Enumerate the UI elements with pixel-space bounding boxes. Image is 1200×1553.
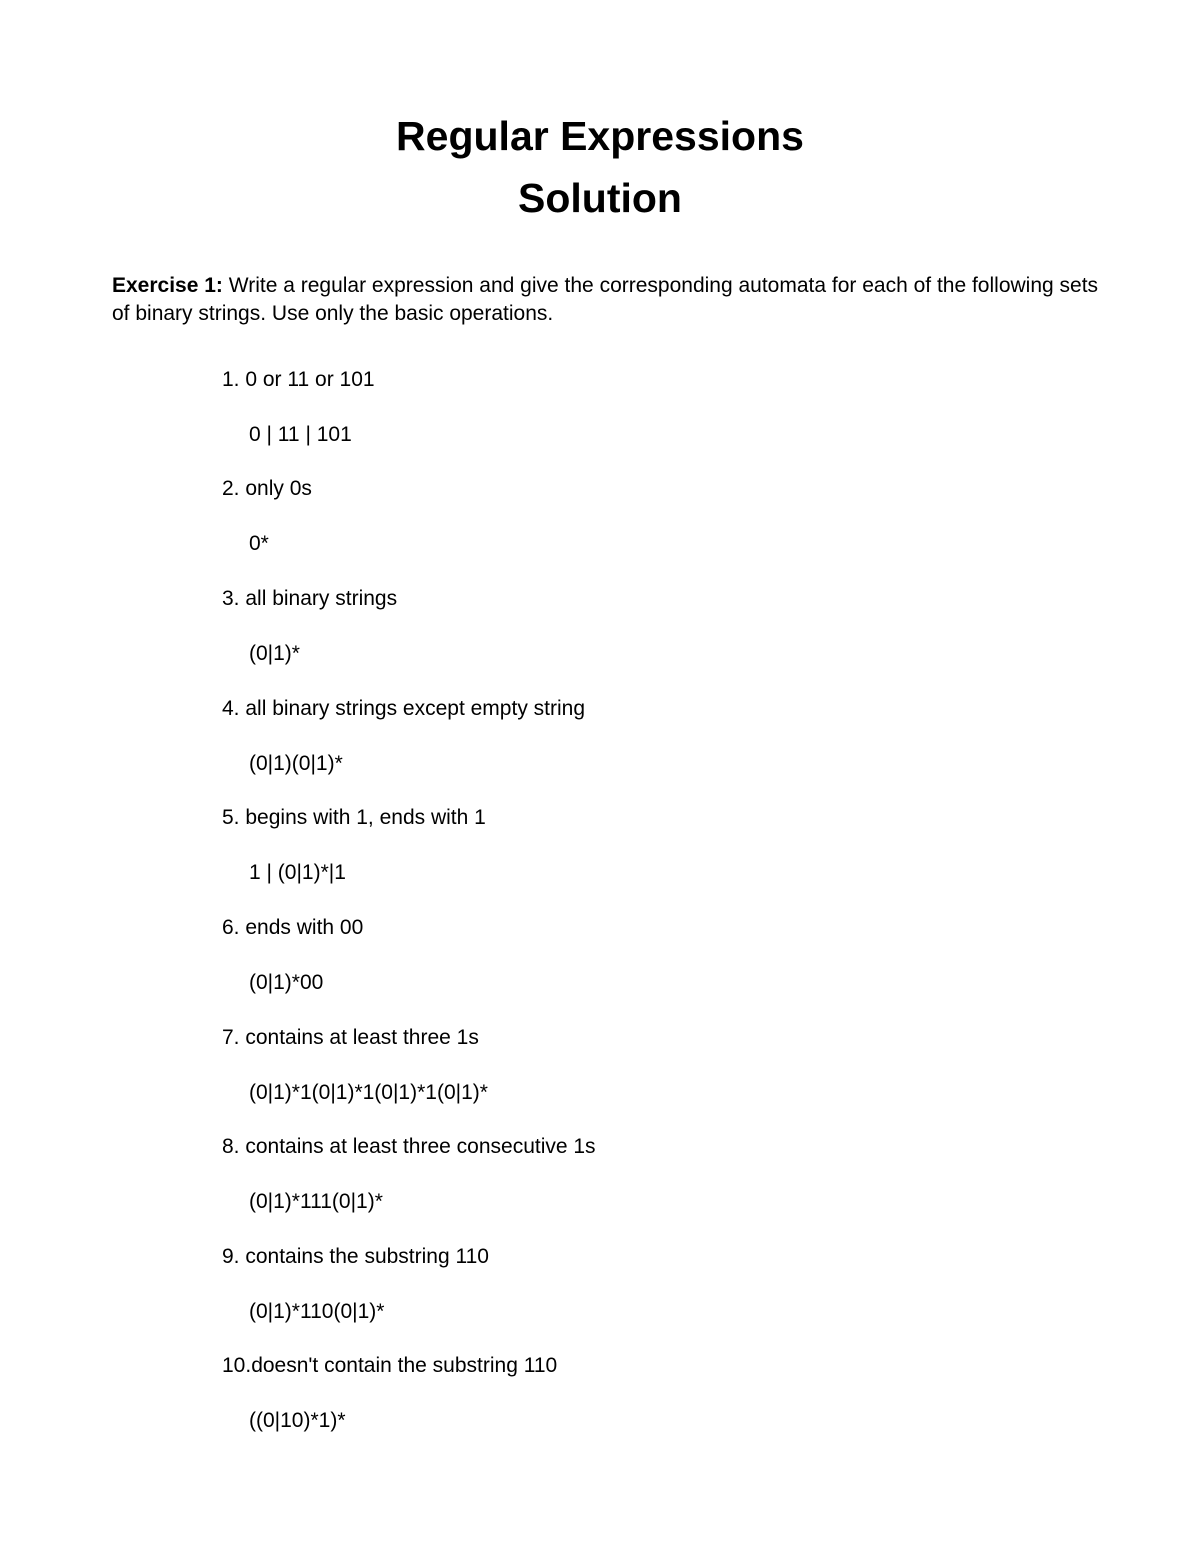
document-subtitle: Solution — [518, 175, 682, 221]
item-number: 8. — [222, 1135, 240, 1158]
document-title: Regular Expressions — [396, 113, 804, 159]
list-item — [222, 367, 375, 393]
exercise-intro — [112, 272, 1102, 328]
item-number: 1. — [222, 368, 240, 391]
list-item — [222, 1244, 489, 1270]
item-answer: (0|1)* — [249, 642, 300, 665]
item-description: 0 or 11 or 101 — [245, 368, 375, 391]
item-answer: (0|1)*00 — [249, 971, 324, 994]
item-description: only 0s — [245, 477, 312, 500]
item-number: 4. — [222, 697, 240, 720]
item-answer: 0* — [249, 532, 269, 555]
item-number: 7. — [222, 1026, 240, 1049]
list-item — [222, 915, 363, 941]
item-number: 6. — [222, 916, 240, 939]
item-description: begins with 1, ends with 1 — [245, 806, 486, 829]
item-answer: 0 | 11 | 101 — [249, 423, 352, 446]
exercise-label: Exercise 1: — [112, 274, 223, 297]
item-description: ends with 00 — [245, 916, 364, 939]
item-answer: 1 | (0|1)*|1 — [249, 861, 346, 884]
item-description: all binary strings — [245, 587, 398, 610]
item-number: 5. — [222, 806, 240, 829]
item-description: doesn't contain the substring 110 — [251, 1354, 558, 1377]
list-item — [222, 1353, 557, 1379]
item-number: 10. — [222, 1354, 252, 1377]
item-number: 2. — [222, 477, 240, 500]
list-item — [222, 1134, 596, 1160]
item-description: all binary strings except empty string — [245, 697, 585, 720]
item-description: contains the substring 110 — [245, 1245, 489, 1268]
item-number: 3. — [222, 587, 240, 610]
list-item — [222, 696, 585, 722]
item-description: contains at least three 1s — [245, 1026, 479, 1049]
item-answer: (0|1)(0|1)* — [249, 752, 343, 775]
item-description: contains at least three consecutive 1s — [245, 1135, 596, 1158]
item-answer: (0|1)*111(0|1)* — [249, 1190, 383, 1213]
list-item — [222, 586, 397, 612]
list-item — [222, 805, 486, 831]
item-number: 9. — [222, 1245, 240, 1268]
item-answer: (0|1)*1(0|1)*1(0|1)*1(0|1)* — [249, 1081, 488, 1104]
list-item — [222, 1025, 479, 1051]
item-answer: (0|1)*110(0|1)* — [249, 1300, 385, 1323]
list-item — [222, 476, 312, 502]
item-answer: ((0|10)*1)* — [249, 1409, 346, 1432]
exercise-text: Write a regular expression and give the corresponding automata for each of the following sets of binary strings. Use only the basic operations. — [112, 274, 1099, 325]
